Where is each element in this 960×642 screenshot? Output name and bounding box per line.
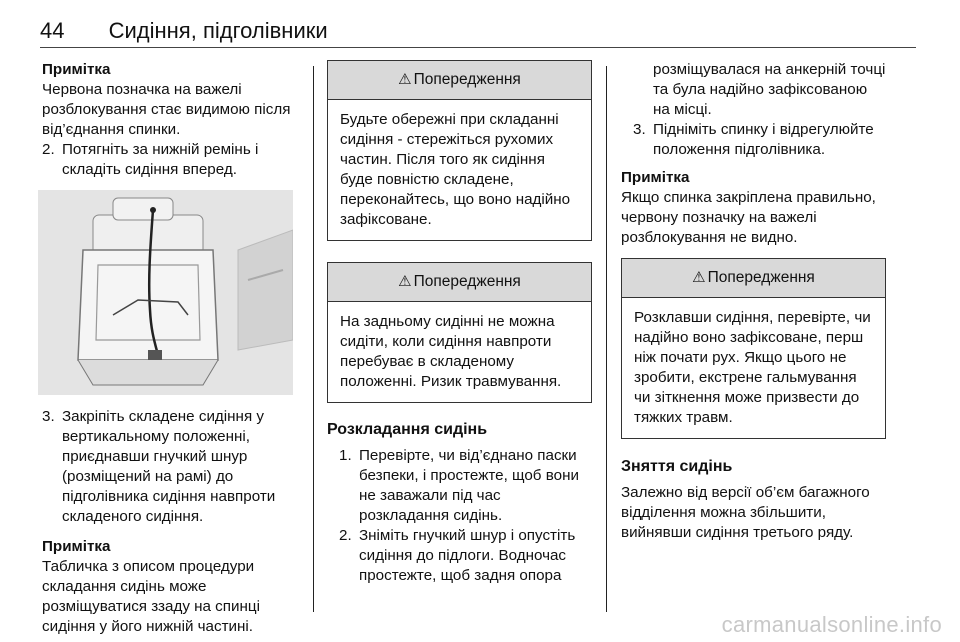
warning-triangle-icon: ⚠ (398, 273, 412, 290)
note-title: Примітка (42, 538, 111, 555)
step-number: 3. (42, 408, 55, 425)
warning-box (327, 60, 592, 241)
step-number: 1. (339, 447, 352, 464)
warning-title: Попередження (707, 269, 815, 286)
watermark: carmanualsonline.info (721, 612, 942, 637)
warning-box (621, 258, 886, 439)
step-item (42, 140, 292, 180)
seat-illustration-graphic (38, 190, 293, 395)
page-header (40, 18, 328, 44)
warning-title: Попередження (413, 273, 521, 290)
note-text: Якщо спинка закріплена правильно, червону позначку на важелі розблокування не видно. (621, 189, 876, 246)
section-heading: Зняття сидінь (621, 458, 733, 475)
step-item (621, 120, 886, 160)
page-title: Сидіння, підголівники (108, 18, 328, 43)
warning-header (328, 263, 591, 302)
step-item (42, 407, 292, 527)
warning-triangle-icon: ⚠ (692, 269, 706, 286)
step-text: розміщувалася на анкерній точці та була надійно зафіксованою на місці. (653, 61, 886, 118)
step-number: 2. (339, 527, 352, 544)
step-item (327, 446, 592, 526)
step-text: Перевірте, чи від’єднано паски безпеки, і простежте, щоб вони не заважали під час розкладання сидінь. (359, 447, 579, 524)
note-text: Червона позначка на важелі розблокування стає видимою після від’єднання спинки. (42, 81, 291, 138)
section-heading: Розкладання сидінь (327, 421, 488, 438)
step-text: Зніміть гнучкий шнур і опустіть сидіння до підлоги. Водночас простежте, щоб задня опора (359, 527, 576, 584)
step-continuation (621, 60, 886, 120)
warning-text: Розклавши сидіння, перевірте, чи надійно воно зафіксоване, перш ніж почати рух. Якщо цього не зробити, екстрене гальмування чи зіткнення може призвести до тяжких травм. (634, 309, 871, 426)
warning-text: Будьте обережні при складанні сидіння - стережіться рухомих частин. Після того як сидіння буде повністю складене, переконайтесь, що воно надійно зафіксоване. (340, 111, 571, 228)
column-2 (327, 60, 592, 586)
step-item (327, 526, 592, 586)
section-text: Залежно від версії об’єм багажного відділення можна збільшити, вийнявши сидіння третього ряду. (621, 484, 870, 541)
warning-text: На задньому сидінні не можна сидіти, коли сидіння навпроти перебуває в складеному положенні. Ризик травмування. (340, 313, 562, 390)
note-text: Табличка з описом процедури складання сидінь може розміщуватися ззаду на спинці сидіння у його нижній частині. (42, 558, 260, 635)
header-divider (40, 47, 916, 48)
note-title: Примітка (42, 61, 111, 78)
warning-title: Попередження (413, 71, 521, 88)
step-text: Підніміть спинку і відрегулюйте положення підголівника. (653, 121, 874, 158)
warning-triangle-icon: ⚠ (398, 71, 412, 88)
step-number: 3. (633, 121, 646, 138)
column-divider (313, 66, 314, 612)
warning-header (328, 61, 591, 100)
step-number: 2. (42, 141, 55, 158)
page-number: 44 (40, 18, 65, 43)
step-text: Закріпіть складене сидіння у вертикальному положенні, приєднавши гнучкий шнур (розміщений на рамі) до підголівника сидіння навпроти складеного сидіння. (62, 408, 276, 525)
column-divider (606, 66, 607, 612)
warning-box (327, 262, 592, 403)
column-1 (42, 60, 292, 637)
column-3 (621, 60, 886, 543)
note-title: Примітка (621, 169, 690, 186)
step-text: Потягніть за нижній ремінь і складіть сидіння вперед. (62, 141, 259, 178)
warning-header (622, 259, 885, 298)
seat-folding-illustration (38, 190, 293, 395)
